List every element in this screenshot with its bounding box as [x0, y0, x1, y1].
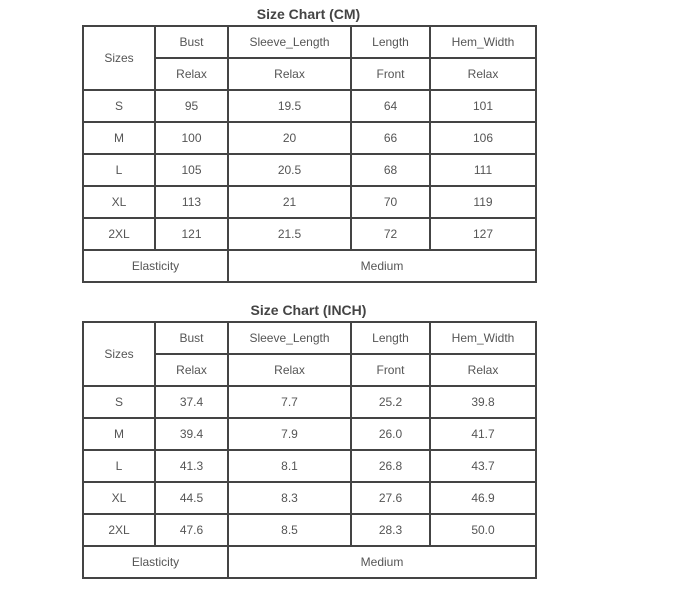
table-cell: 8.1	[228, 450, 351, 482]
table-cell: 100	[155, 122, 228, 154]
size-cell: L	[83, 450, 155, 482]
table-cell: 50.0	[430, 514, 536, 546]
subheader-cell: Relax	[228, 354, 351, 386]
table-cell: 113	[155, 186, 228, 218]
subheader-cell: Front	[351, 58, 430, 90]
elasticity-label: Elasticity	[83, 250, 228, 282]
subheader-cell: Relax	[155, 354, 228, 386]
table-row	[83, 418, 536, 450]
table-cell: 70	[351, 186, 430, 218]
table-cell: 66	[351, 122, 430, 154]
subheader-cell: Relax	[228, 58, 351, 90]
size-cell: 2XL	[83, 514, 155, 546]
subheader-cell: Relax	[155, 58, 228, 90]
table-cell: 41.3	[155, 450, 228, 482]
table-cell: 101	[430, 90, 536, 122]
size-cell: S	[83, 90, 155, 122]
table-cell: 7.9	[228, 418, 351, 450]
header-cell-length: Length	[351, 26, 430, 58]
table-row	[83, 154, 536, 186]
table-row	[83, 450, 536, 482]
table-cell: 127	[430, 218, 536, 250]
elasticity-row	[83, 546, 536, 578]
elasticity-value: Medium	[228, 250, 536, 282]
elasticity-row	[83, 250, 536, 282]
table-row	[83, 482, 536, 514]
header-cell-sleeve-length: Sleeve_Length	[228, 322, 351, 354]
size-cell: 2XL	[83, 218, 155, 250]
size-chart-inch-table	[82, 321, 537, 579]
size-cell: M	[83, 418, 155, 450]
table-cell: 39.8	[430, 386, 536, 418]
table-row	[83, 218, 536, 250]
header-row	[83, 322, 536, 354]
table-cell: 68	[351, 154, 430, 186]
header-cell-bust: Bust	[155, 26, 228, 58]
table-row	[83, 122, 536, 154]
table-cell: 8.5	[228, 514, 351, 546]
table-cell: 28.3	[351, 514, 430, 546]
table-cell: 37.4	[155, 386, 228, 418]
table-row	[83, 186, 536, 218]
size-cell: L	[83, 154, 155, 186]
header-cell-hem-width: Hem_Width	[430, 322, 536, 354]
table-cell: 26.8	[351, 450, 430, 482]
table-cell: 25.2	[351, 386, 430, 418]
table-cell: 95	[155, 90, 228, 122]
table-cell: 7.7	[228, 386, 351, 418]
header-cell-hem-width: Hem_Width	[430, 26, 536, 58]
elasticity-label: Elasticity	[83, 546, 228, 578]
table-cell: 106	[430, 122, 536, 154]
table-cell: 105	[155, 154, 228, 186]
size-cell: M	[83, 122, 155, 154]
table-cell: 64	[351, 90, 430, 122]
size-cell: XL	[83, 186, 155, 218]
table-cell: 8.3	[228, 482, 351, 514]
table-cell: 21.5	[228, 218, 351, 250]
header-cell-sizes: Sizes	[83, 26, 155, 90]
table-cell: 27.6	[351, 482, 430, 514]
table-row	[83, 386, 536, 418]
table-cell: 20	[228, 122, 351, 154]
header-cell-sleeve-length: Sleeve_Length	[228, 26, 351, 58]
table-row	[83, 514, 536, 546]
size-chart-inch-title: Size Chart (INCH)	[250, 302, 367, 318]
table-cell: 39.4	[155, 418, 228, 450]
size-cell: S	[83, 386, 155, 418]
table-cell: 21	[228, 186, 351, 218]
subheader-cell: Relax	[430, 354, 536, 386]
header-cell-bust: Bust	[155, 322, 228, 354]
table-cell: 44.5	[155, 482, 228, 514]
subheader-cell: Front	[351, 354, 430, 386]
table-cell: 119	[430, 186, 536, 218]
subheader-cell: Relax	[430, 58, 536, 90]
header-cell-sizes: Sizes	[83, 322, 155, 386]
table-cell: 20.5	[228, 154, 351, 186]
table-cell: 121	[155, 218, 228, 250]
table-cell: 72	[351, 218, 430, 250]
table-cell: 47.6	[155, 514, 228, 546]
table-cell: 19.5	[228, 90, 351, 122]
size-cell: XL	[83, 482, 155, 514]
elasticity-value: Medium	[228, 546, 536, 578]
header-row	[83, 26, 536, 58]
table-cell: 26.0	[351, 418, 430, 450]
table-cell: 46.9	[430, 482, 536, 514]
size-chart-cm-table	[82, 25, 537, 283]
header-cell-length: Length	[351, 322, 430, 354]
size-chart-cm-title: Size Chart (CM)	[256, 6, 361, 22]
table-cell: 111	[430, 154, 536, 186]
table-cell: 41.7	[430, 418, 536, 450]
table-row	[83, 90, 536, 122]
table-cell: 43.7	[430, 450, 536, 482]
